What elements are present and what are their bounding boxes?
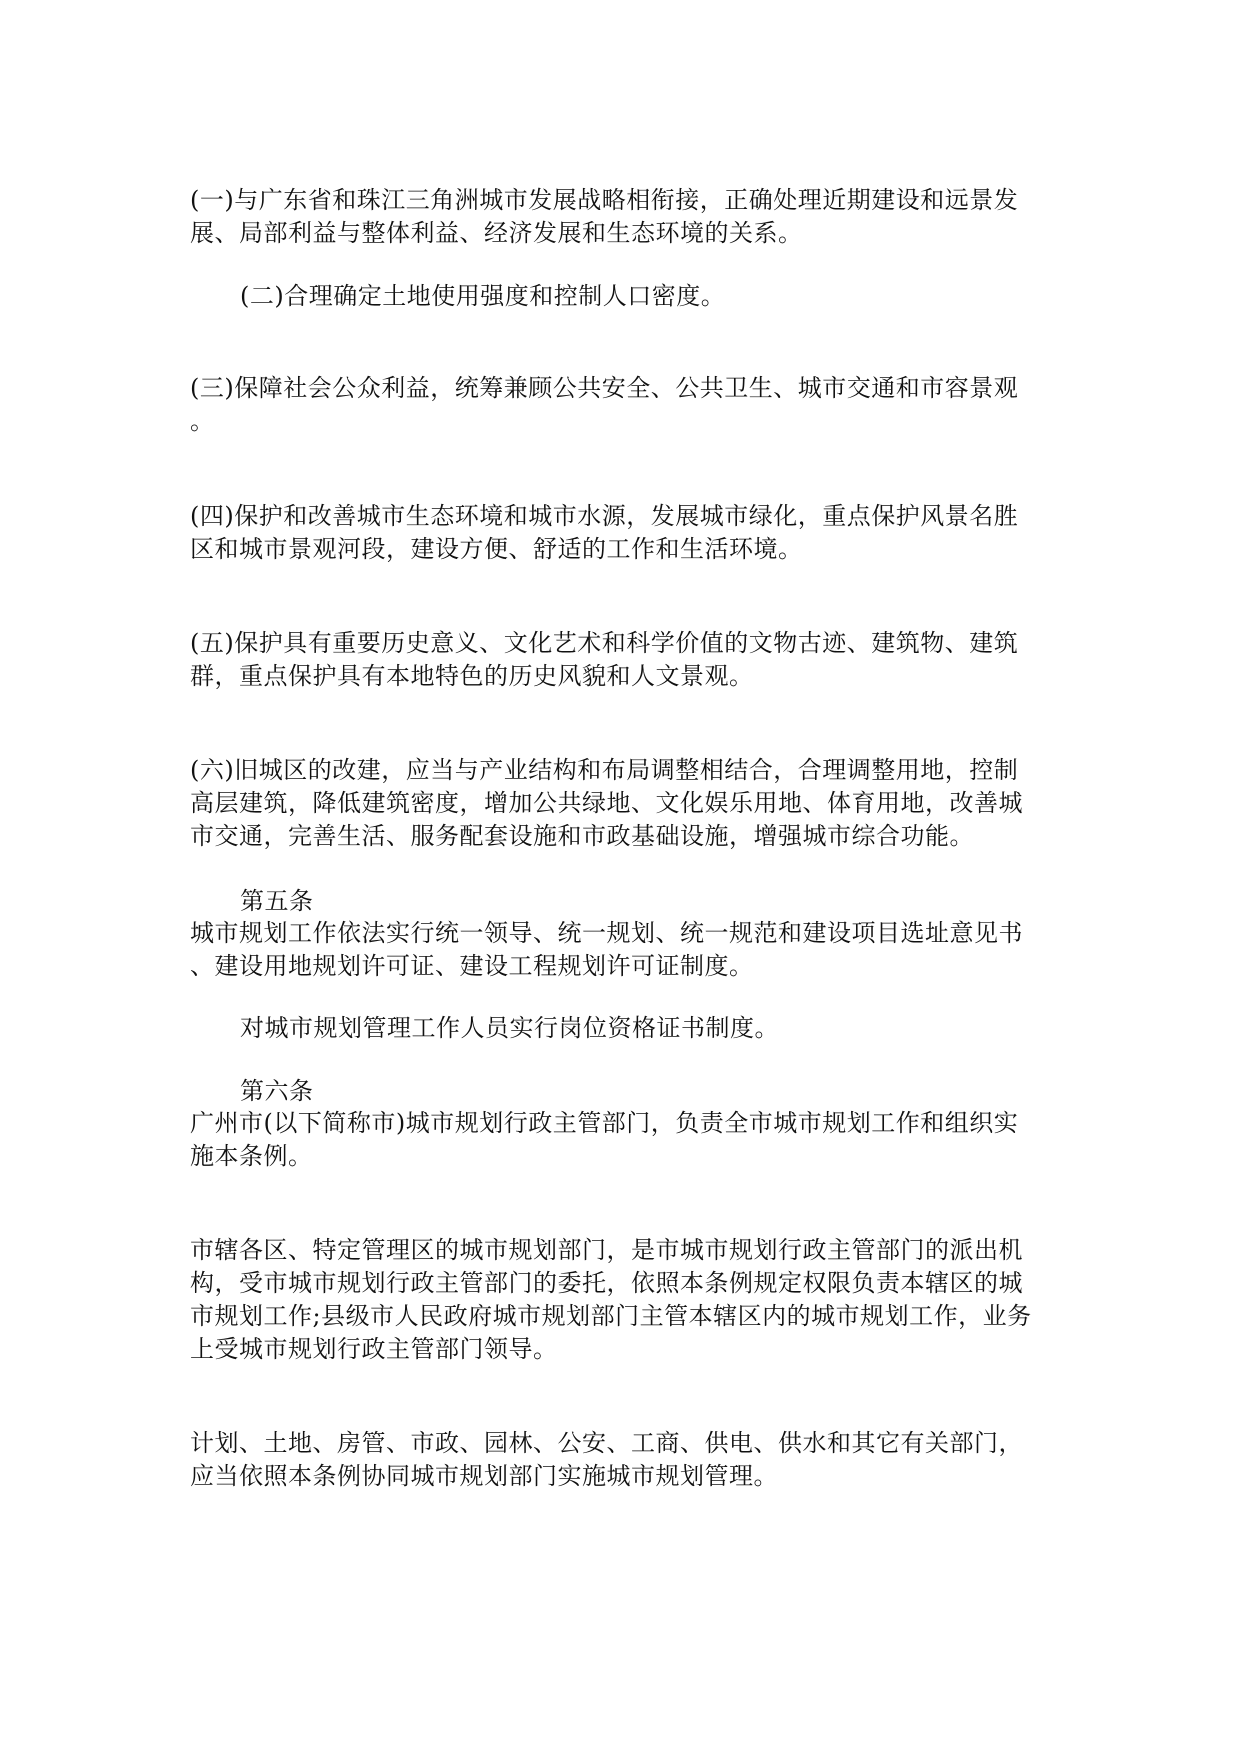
text-line: 高层建筑，降低建筑密度，增加公共绿地、文化娱乐用地、体育用地，改善城 (190, 789, 1023, 817)
text-line: 市规划工作;县级市人民政府城市规划部门主管本辖区内的城市规划工作，业务 (190, 1302, 1032, 1330)
text-line: 展、局部利益与整体利益、经济发展和生态环境的关系。 (190, 219, 803, 247)
text-line: (四)保护和改善城市生态环境和城市水源，发展城市绿化，重点保护风景名胜 (190, 502, 1019, 530)
article-heading: 第六条 (240, 1077, 314, 1105)
text-line: (三)保障社会公众利益，统筹兼顾公共安全、公共卫生、城市交通和市容景观 (190, 374, 1019, 402)
text-line: 计划、土地、房管、市政、园林、公安、工商、供电、供水和其它有关部门， (190, 1429, 1023, 1457)
text-line: (六)旧城区的改建，应当与产业结构和布局调整相结合，合理调整用地，控制 (190, 756, 1019, 784)
article-heading: 第五条 (240, 887, 314, 915)
text-line: 广州市(以下简称市)城市规划行政主管部门，负责全市城市规划工作和组织实 (190, 1109, 1019, 1137)
text-line: 构，受市城市规划行政主管部门的委托，依照本条例规定权限负责本辖区的城 (190, 1269, 1023, 1297)
text-line: 区和城市景观河段，建设方便、舒适的工作和生活环境。 (190, 535, 803, 563)
text-line: (一)与广东省和珠江三角洲城市发展战略相衔接，正确处理近期建设和远景发 (190, 186, 1019, 214)
text-line: (二)合理确定土地使用强度和控制人口密度。 (240, 282, 726, 310)
text-line: 施本条例。 (190, 1142, 313, 1170)
text-line: 群，重点保护具有本地特色的历史风貌和人文景观。 (190, 662, 754, 690)
text-line: 对城市规划管理工作人员实行岗位资格证书制度。 (240, 1014, 779, 1042)
text-line: 市交通，完善生活、服务配套设施和市政基础设施，增强城市综合功能。 (190, 822, 974, 850)
text-line: 应当依照本条例协同城市规划部门实施城市规划管理。 (190, 1462, 778, 1490)
text-line: (五)保护具有重要历史意义、文化艺术和科学价值的文物古迹、建筑物、建筑 (190, 629, 1019, 657)
text-line: 。 (190, 407, 215, 435)
text-line: 城市规划工作依法实行统一领导、统一规划、统一规范和建设项目选址意见书 (190, 919, 1023, 947)
text-line: 市辖各区、特定管理区的城市规划部门，是市城市规划行政主管部门的派出机 (190, 1236, 1023, 1264)
text-line: 、建设用地规划许可证、建设工程规划许可证制度。 (190, 952, 754, 980)
text-line: 上受城市规划行政主管部门领导。 (190, 1335, 558, 1363)
